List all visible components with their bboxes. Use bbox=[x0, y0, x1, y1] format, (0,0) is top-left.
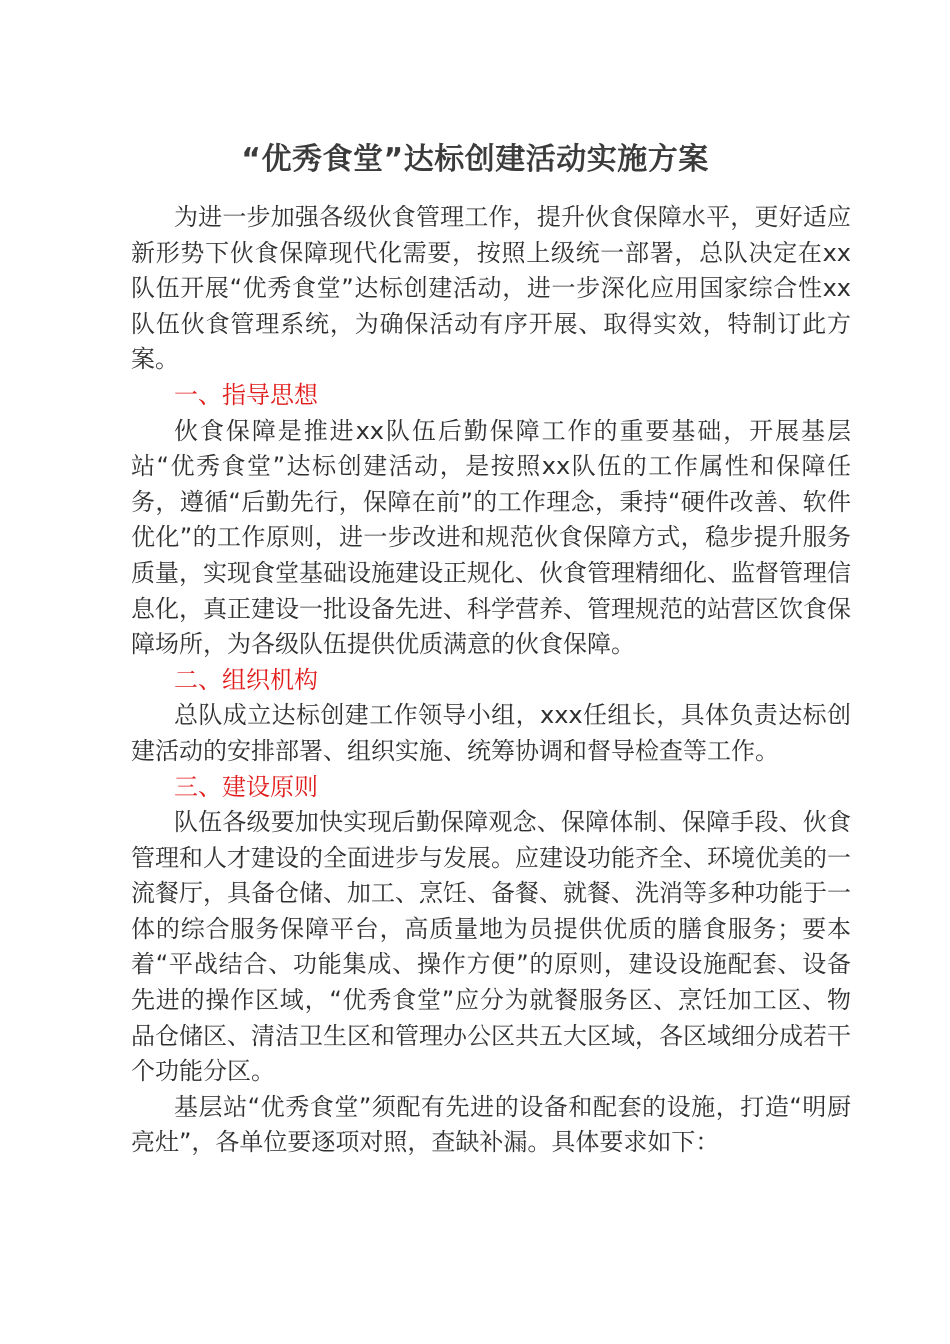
section-heading-construction-principles: 三、建设原则 bbox=[174, 772, 318, 801]
document-body bbox=[131, 200, 851, 1161]
section-paragraph-construction-principles: 队伍各级要加快实现后勤保障观念、保障体制、保障手段、伙食管理和人才建设的全面进步与发展。应建设功能齐全、环境优美的一流餐厅，具备仓储、加工、烹饪、备餐、就餐、洗消等多种功能于一体的综合服务保障平台，高质量地为员提供优质的膳食服务；要本着“平战结合、功能集成、操作方便”的原则，建设设施配套、设备先进的操作区域，“优秀食堂”应分为就餐服务区、烹饪加工区、物品仓储区、清洁卫生区和管理办公区共五大区域，各区域细分成若干个功能分区。 bbox=[131, 808, 851, 1086]
section-heading-guiding-thought: 一、指导思想 bbox=[174, 380, 318, 409]
section-paragraph-organization: 总队成立达标创建工作领导小组，xxx任组长，具体负责达标创建活动的安排部署、组织实施、统筹协调和督导检查等工作。 bbox=[131, 701, 851, 765]
section-paragraph-requirements-intro: 基层站“优秀食堂”须配有先进的设备和配套的设施，打造“明厨亮灶”，各单位要逐项对照，查缺补漏。具体要求如下： bbox=[131, 1092, 851, 1157]
intro-paragraph: 为进一步加强各级伙食管理工作，提升伙食保障水平，更好适应新形势下伙食保障现代化需要，按照上级统一部署，总队决定在xx队伍开展“优秀食堂”达标创建活动，进一步深化应用国家综合性xx队伍伙食管理系统，为确保活动有序开展、取得实效，特制订此方案。 bbox=[131, 203, 851, 374]
section-paragraph-guiding-thought: 伙食保障是推进xx队伍后勤保障工作的重要基础，开展基层站“优秀食堂”达标创建活动，是按照xx队伍的工作属性和保障任务，遵循“后勤先行，保障在前”的工作理念，秉持“硬件改善、软件优化”的工作原则，进一步改进和规范伙食保障方式，稳步提升服务质量，实现食堂基础设施建设正规化、伙食管理精细化、监督管理信息化，真正建设一批设备先进、科学营养、管理规范的站营区饮食保障场所，为各级队伍提供优质满意的伙食保障。 bbox=[131, 416, 851, 659]
document-title: “优秀食堂”达标创建活动实施方案 bbox=[241, 142, 709, 177]
section-heading-organization: 二、组织机构 bbox=[174, 665, 318, 694]
